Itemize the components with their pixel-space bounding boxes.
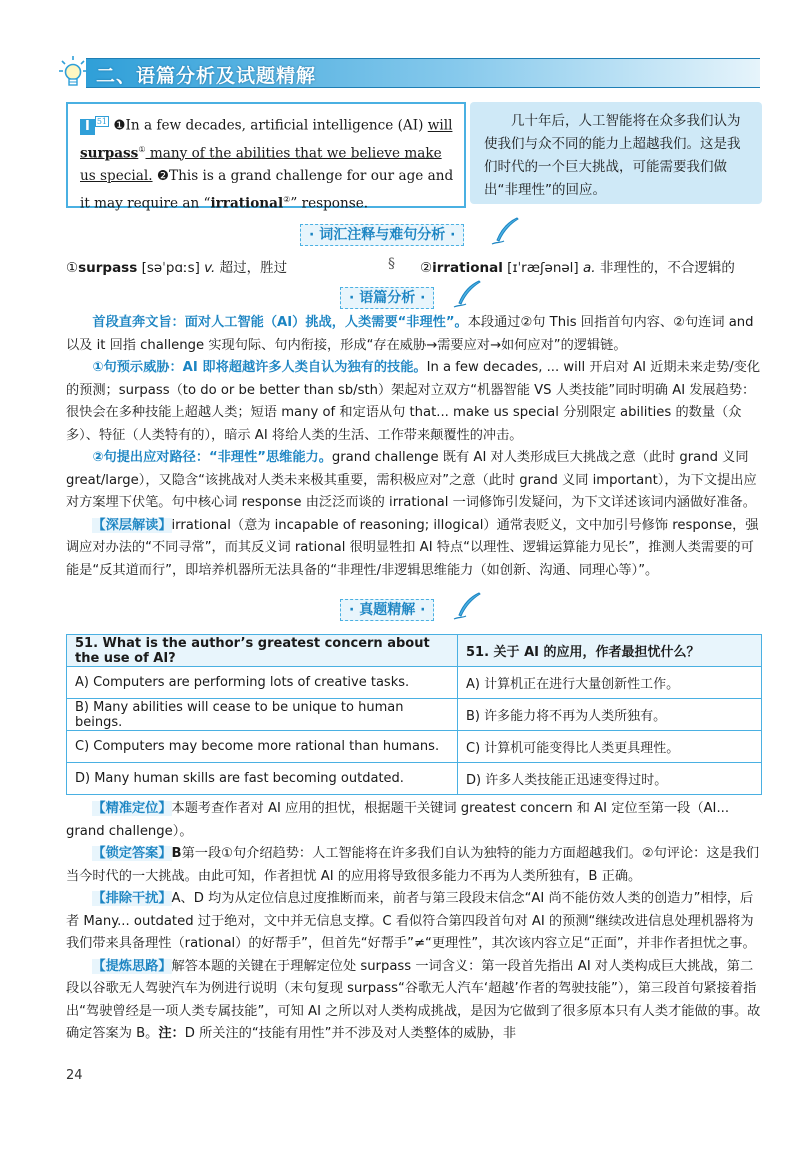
locate-tag: 【精准定位】 [92, 801, 172, 816]
vocab-2-pos: a. [583, 260, 596, 276]
explanation-section [66, 798, 762, 1046]
sentence-1-text: In a few decades, artificial intelligence (AI) [125, 117, 428, 134]
explanation-thinking [66, 956, 762, 1046]
passage-box [66, 102, 466, 212]
quill-pen-icon [452, 279, 482, 309]
question-row [67, 635, 762, 667]
option-b-zh: B) 许多能力将不再为人类所独有。 [458, 699, 762, 731]
section-title: 二、语篇分析及试题精解 [96, 65, 317, 87]
passage-text [80, 110, 454, 216]
option-b-en: B) Many abilities will cease to be unique to human beings. [67, 699, 458, 731]
analysis-paragraph-3 [66, 447, 762, 515]
analysis-2-head: ①句预示威胁：AI 即将超越许多人类自认为独有的技能。 [92, 360, 427, 375]
option-a-zh: A) 计算机正在进行大量创新性工作。 [458, 667, 762, 699]
vocab-1-ipa: [səˈpɑːs] [141, 260, 200, 276]
vocab-1-def: 超过，胜过 [219, 260, 288, 276]
vocab-entry-2 [420, 256, 735, 276]
locate-body: 本题考查作者对 AI 应用的担忧，根据题干关键词 greatest concern 和 AI 定位至第一段（AI... grand challenge）。 [66, 801, 730, 839]
sentence-2-text: This is a grand challenge for our age and it may require an “ [80, 168, 454, 212]
sentence-1-keyword: surpass [80, 145, 139, 162]
translation-box [470, 102, 762, 204]
page-number: 24 [66, 1068, 83, 1083]
analysis-4-body: irrational（意为 incapable of reasoning; illogical）通常表贬义，文中加引号修饰 response，强调应对办法的“不同寻常”，而其反义词 rational 很明显牲扣 AI 特点“以理性、逻辑运算能力见长”，推测人类需要的可能是“反其道而行”，即培养机器所无法具备的“非理性/非逻辑思维能力（如创新、沟通、同理心等）”。 [66, 517, 759, 578]
answer-body: 第一段①句介绍趋势：人工智能将在许多我们自认为独特的能力方面超越我们。②句评论：这是我们当今时代的一大挑战。由此可知，作者担忧 AI 的应用将导致很多能力不再为人类所独有，B 正确。 [66, 846, 760, 884]
analysis-2-body: In a few decades, ... will 开启对 AI 近期未来走势/变化的预测；surpass（to do or be better than sb/sth）架起对立双方“机器智能 VS 人类技能”同时明确 AI 发展趋势：很快会在多种技能上超越人类；短语 many of 和定语从句 that... make us special 分别限定 abilities 的数量（众多）、特征（人类特有的），暗示 AI 将给人类的生活、工作带来颠覆性的冲击。 [66, 360, 761, 443]
sentence-2-keyword: irrational [210, 195, 284, 212]
sentence-1-rest: many of the abilities that we believe make us special. [80, 145, 442, 185]
option-c-en: C) Computers may become more rational than humans. [67, 731, 458, 763]
analysis-1-body: 本段通过②句 This 回指首句内容、②句连词 and 以及 it 回指 challenge 实现句际、句内衔接，形成“存在威胁→需要应对→如何应对”的逻辑链。 [66, 315, 754, 353]
analysis-heading-label: · 语篇分析 · [340, 287, 434, 309]
sentence-2-marker: ❷ [156, 168, 170, 185]
vocab-2-word: irrational [432, 260, 503, 276]
option-c-zh: C) 计算机可能变得比人类更具理性。 [458, 731, 762, 763]
question-number-tag: 51 [96, 117, 108, 126]
vocab-1-word: surpass [78, 260, 138, 276]
footnote-2: ② [283, 195, 291, 205]
option-a-en: A) Computers are performing lots of creative tasks. [67, 667, 458, 699]
note-body: D 所关注的“技能有用性”并不涉及对人类整体的威胁，非 [184, 1026, 517, 1041]
analysis-1-head: 首段直奔文旨：面对人工智能（AI）挑战，人类需要“非理性”。 [92, 315, 468, 330]
option-d-zh: D) 许多人类技能正迅速变得过时。 [458, 763, 762, 795]
question-table [66, 634, 762, 795]
option-row-b [67, 699, 762, 731]
answer-letter: B [171, 846, 182, 861]
thinking-body: 解答本题的关键在于理解定位处 surpass 一词含义：第一段首先指出 AI 对人类构成巨大挑战，第二段以谷歌无人驾驶汽车为例进行说明（末句复现 surpass“谷歌无人汽车‘超越’作者的驾驶技能”），第三段首句紧接着指出“驾驶曾经是一项人类专属技能”，可知 AI 之所以对人类构成挑战，是因为它做到了很多原本只有人类才能做的事。故确定答案为 B。 [66, 958, 761, 1041]
sentence-1-marker: ❶ [113, 117, 126, 134]
analysis-paragraph-4 [66, 515, 762, 583]
option-d-en: D) Many human skills are fast becoming outdated. [67, 763, 458, 795]
analysis-3-body: grand challenge 既有 AI 对人类形成巨大挑战之意（此时 grand 义同 great/large），又隐含“该挑战对人类未来极其重要，需积极应对”之意（此时 grand 义同 important），为下文提出应对方案埋下伏笔。句中核心词 response 由泛泛而谈的 irrational 一词修饰引发疑问，为下文详述该词内涵做好准备。 [66, 450, 757, 510]
quill-pen-icon [490, 216, 520, 246]
passage-tag: I [80, 119, 95, 135]
analysis-paragraph-2 [66, 357, 762, 447]
vocab-heading-label: · 词汇注释与难句分析 · [300, 224, 464, 246]
vocab-2-ipa: [ɪˈræʃənəl] [507, 260, 579, 276]
sentence-2-end: ” response. [290, 195, 369, 212]
option-row-c [67, 731, 762, 763]
analysis-paragraph-1 [66, 312, 762, 357]
section-header [52, 55, 760, 89]
distractors-tag: 【排除干扰】 [92, 891, 172, 906]
option-row-d [67, 763, 762, 795]
translation-text: 几十年后，人工智能将在众多我们认为使我们与众不同的能力上超越我们。这是我们时代的一个巨大挑战，可能需要我们做出“非理性”的回应。 [484, 113, 741, 198]
lightbulb-icon [58, 55, 88, 89]
vocab-1-pos: v. [204, 260, 216, 276]
explanation-answer [66, 843, 762, 888]
explanation-locate [66, 798, 762, 843]
quill-pen-icon [452, 591, 482, 621]
note-label: 注： [158, 1026, 185, 1041]
divider-icon: § [388, 256, 395, 272]
analysis-section [66, 312, 762, 582]
vocab-1-number: ① [66, 260, 79, 276]
question-en: 51. What is the author’s greatest concern about the use of AI? [67, 635, 458, 667]
vocab-2-number: ② [420, 260, 433, 276]
questions-heading-label: · 真题精解 · [340, 599, 434, 621]
analysis-4-tag: 【深层解读】 [92, 517, 172, 533]
footnote-1: ① [138, 144, 146, 154]
vocab-entry-1 [66, 256, 287, 276]
sentence-1-will: will [427, 117, 453, 134]
question-zh: 51. 关于 AI 的应用，作者最担忧什么？ [458, 635, 762, 667]
distractors-body: A、D 均为从定位信息过度推断而来，前者与第三段段末信念“AI 尚不能仿效人类的创造力”相悖，后者 Many... outdated 过于绝对，文中并无信息支撑。C 看似符合第四段首句对 AI 的预测“继续改进信息处理机器将为我们带来具备理性（rational）的好帮手”，但首先“好帮手”≠“更理性”，其次该内容立足“正面”，并非作者担忧之事。 [66, 891, 756, 951]
option-row-a [67, 667, 762, 699]
answer-tag: 【锁定答案】 [92, 846, 172, 861]
vocab-2-def: 非理性的，不合逻辑的 [599, 260, 735, 276]
analysis-3-head: ②句提出应对路径：“非理性”思维能力。 [92, 450, 332, 465]
explanation-distractors [66, 888, 762, 956]
thinking-tag: 【提炼思路】 [92, 958, 172, 974]
